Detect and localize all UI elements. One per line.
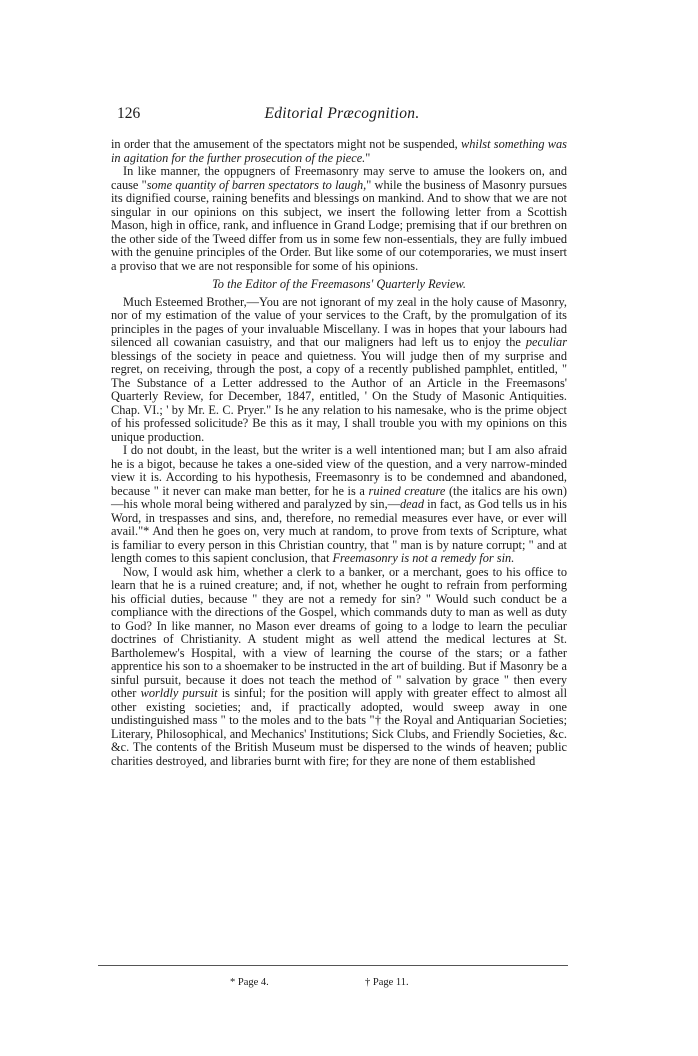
footnotes (230, 977, 430, 991)
text-run: (the italics are his own)—his whole moral being withered and paralyzed by sin,— (111, 483, 567, 511)
page-body (111, 138, 567, 768)
italic-run: Freemasonry is not a remedy for sin. (332, 551, 515, 565)
italic-run: worldly pursuit (140, 686, 218, 700)
footnote-divider (98, 965, 568, 966)
letter-heading: To the Editor of the Freemasons' Quarterly Review. (212, 277, 466, 291)
running-title: Editorial Præcognition. (264, 105, 420, 122)
paragraph-continuation (111, 138, 567, 165)
text-run: Now, I would ask him, whether a clerk to a banker, or a merchant, goes to his office to learn that he is a ruined creature; and, if not, whether he ought to refrain from performing his official duties, because " they are not a remedy for sin? " Would such conduct be a compliance with the directions of the Gospel, which commands duty to man as well as duty to God? In like manner, no Mason ever dreams of going to a lodge to learn the peculiar doctrines of Christianity. A student might as well attend the medical lectures at St. Bartholemew's Hospital, with a view of learning the course of the stars; or a father apprentice his son to a shoemaker to be instructed in the art of building. But if Masonry be a sinful pursuit, because it does not teach the method of " salvation by grace " then every other (111, 564, 567, 700)
paragraph-esteemed-brother (111, 296, 567, 445)
footnote-page-4: * Page 4. (230, 977, 269, 988)
page-header (117, 105, 567, 127)
page-number: 126 (117, 105, 141, 122)
paragraph-clerk (111, 566, 567, 769)
text-run: is sinful; for the position will apply with greater effect to almost all other existing societies; and, if practically adopted, would sweep away in one undistinguished mass " to the moles and to the bats "† the Royal and Antiquarian Societies; Literary, Philosophical, and Mechanics' Institutions; Sick Clubs, and Friendly Societies, &c. &c. The contents of the British Museum must be dispersed to the winds of heaven; public charities destroyed, and libraries burnt with fire; for they are none of them established (111, 686, 568, 768)
text-run: In like manner, the oppugners of Freemasonry may serve to amuse the lookers on, and cause " (111, 164, 567, 192)
text-run: in order that the amusement of the spectators might not be suspended, (111, 137, 462, 151)
italic-run: dead (400, 497, 424, 511)
text-run: blessings of the society in peace and quietness. You will judge then of my surprise and regret, on receiving, through the post, a copy of a recently published pamphlet, entitled, " The Substance of a Letter addressed to the Author of an Article in the Freemasons' Quarterly Review, for December, 1847, entitled, ' On the Study of Masonic Antiquities. Chap. VI.; ' by Mr. E. C. Pryer." Is he any relation to his namesake, who is the prime object of his professed solicitude? Be this as it may, I shall trouble you with my opinions on this unique production. (111, 348, 567, 444)
text-run: in fact, as God tells us in his Word, in trespasses and sins, and, therefore, no remedial measures ever have, or ever will avail."* And then he goes on, very much at random, to prove from texts of Scripture, what is familiar to every person in this Christian country, that " man is by nature corrupt; " and at length comes to this sapient conclusion, that (111, 497, 567, 565)
footnote-page-11: † Page 11. (365, 977, 409, 988)
text-run: Much Esteemed Brother,—You are not ignorant of my zeal in the holy cause of Masonry, nor of my estimation of the value of your services to the Craft, by the promulgation of its principles in the pages of your invaluable Miscellany. I was in hopes that your labours had silenced all cowanian casuistry, and that our maligners had left us to enjoy the (111, 294, 567, 349)
italic-run: peculiar (525, 335, 567, 349)
italic-run: some quantity of barren spectators to laugh, (146, 177, 367, 192)
italic-run: ruined creature (368, 483, 446, 498)
paragraph-bigot (111, 444, 567, 566)
text-run: " (365, 150, 371, 165)
paragraph-oppugners (111, 165, 567, 273)
italic-run: whilst something was in agitation for the further prosecution of the piece. (111, 137, 567, 165)
text-run: I do not doubt, in the least, but the writer is a well intentioned man; but I am also afraid he is a bigot, because he takes a one-sided view of the question, and a very narrow-minded view it is. According to his hypothesis, Freemasonry is to be condemned and abandoned, because " it never can make man better, for he is a (111, 443, 567, 498)
text-run: " while the business of Masonry pursues its dignified course, raining benefits and blessings on mankind. And to show that we are not singular in our opinions on this subject, we insert the following letter from a Scottish Mason, high in office, rank, and influence in Grand Lodge; premising that if our brethren on the other side of the Tweed differ from us in some few non-essentials, they are fully imbued with the genuine principles of the Order. But like some of our cotemporaries, we must insert a proviso that we are not responsible for some of his opinions. (111, 177, 567, 273)
